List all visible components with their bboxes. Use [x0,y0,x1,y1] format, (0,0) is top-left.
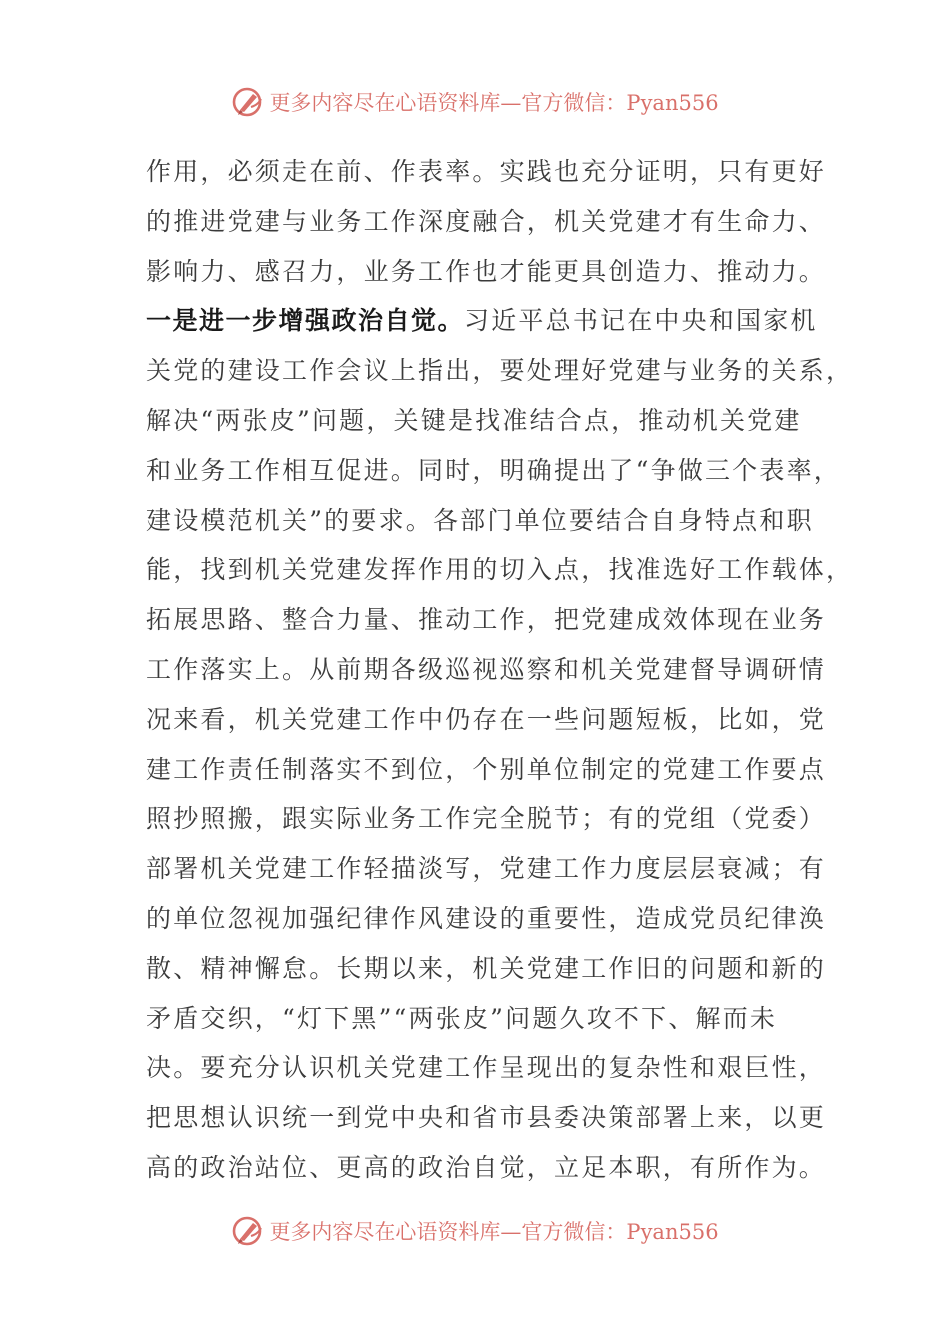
header-banner [0,80,950,124]
paragraph-line: 部署机关党建工作轻描淡写，党建工作力度层层衰减；有 [146,854,827,884]
paragraph-line: 影响力、感召力，业务工作也才能更具创造力、推动力。 [146,256,827,286]
paragraph-line: 工作落实上。从前期各级巡视巡察和机关党建督导调研情 [146,654,827,684]
paragraph-line: 建工作责任制落实不到位，个别单位制定的党建工作要点 [146,754,827,784]
header-banner-text: 更多内容尽在心语资料库—官方微信：Pyan556 [269,91,719,115]
pen-logo-icon [231,1214,265,1248]
paragraph-line: 高的政治站位、更高的政治自觉，立足本职，有所作为。 [146,1152,827,1182]
paragraph-line: 关党的建设工作会议上指出，要处理好党建与业务的关系， [146,356,854,386]
pen-logo-icon [231,85,265,119]
paragraph-line: 矛盾交织，“灯下黑”“两张皮”问题久攻不下、解而未 [146,1003,778,1033]
document-body [146,147,854,1193]
paragraph-line: 解决“两张皮”问题，关键是找准结合点，推动机关党建 [146,405,802,435]
paragraph-line: 能，找到机关党建发挥作用的切入点，找准选好工作载体， [146,555,854,585]
paragraph-line: 作用，必须走在前、作表率。实践也充分证明，只有更好 [146,157,827,186]
section-heading-continuation: 习近平总书记在中央和国家机 [464,306,818,336]
footer-banner [0,1209,950,1253]
paragraph-line: 把思想认识统一到党中央和省市县委决策部署上来，以更 [146,1103,827,1133]
paragraph-line: 的单位忽视加强纪律作风建设的重要性，造成党员纪律涣 [146,903,827,933]
paragraph-line: 散、精神懈怠。长期以来，机关党建工作旧的问题和新的 [146,953,827,983]
section-heading: 一是进一步增强政治自觉。 [146,306,465,336]
paragraph-line: 和业务工作相互促进。同时，明确提出了“争做三个表率， [146,455,841,485]
paragraph-line: 建设模范机关”的要求。各部门单位要结合自身特点和职 [146,505,814,535]
section-heading-line [146,296,818,346]
footer-banner-text: 更多内容尽在心语资料库—官方微信：Pyan556 [269,1220,719,1244]
paragraph-line: 况来看，机关党建工作中仍存在一些问题短板，比如，党 [146,704,827,734]
paragraph-line: 的推进党建与业务工作深度融合，机关党建才有生命力、 [146,206,827,236]
paragraph-line: 拓展思路、整合力量、推动工作，把党建成效体现在业务 [146,605,827,635]
paragraph-line: 照抄照搬，跟实际业务工作完全脱节；有的党组（党委） [146,804,827,834]
paragraph-line: 决。要充分认识机关党建工作呈现出的复杂性和艰巨性， [146,1053,827,1083]
